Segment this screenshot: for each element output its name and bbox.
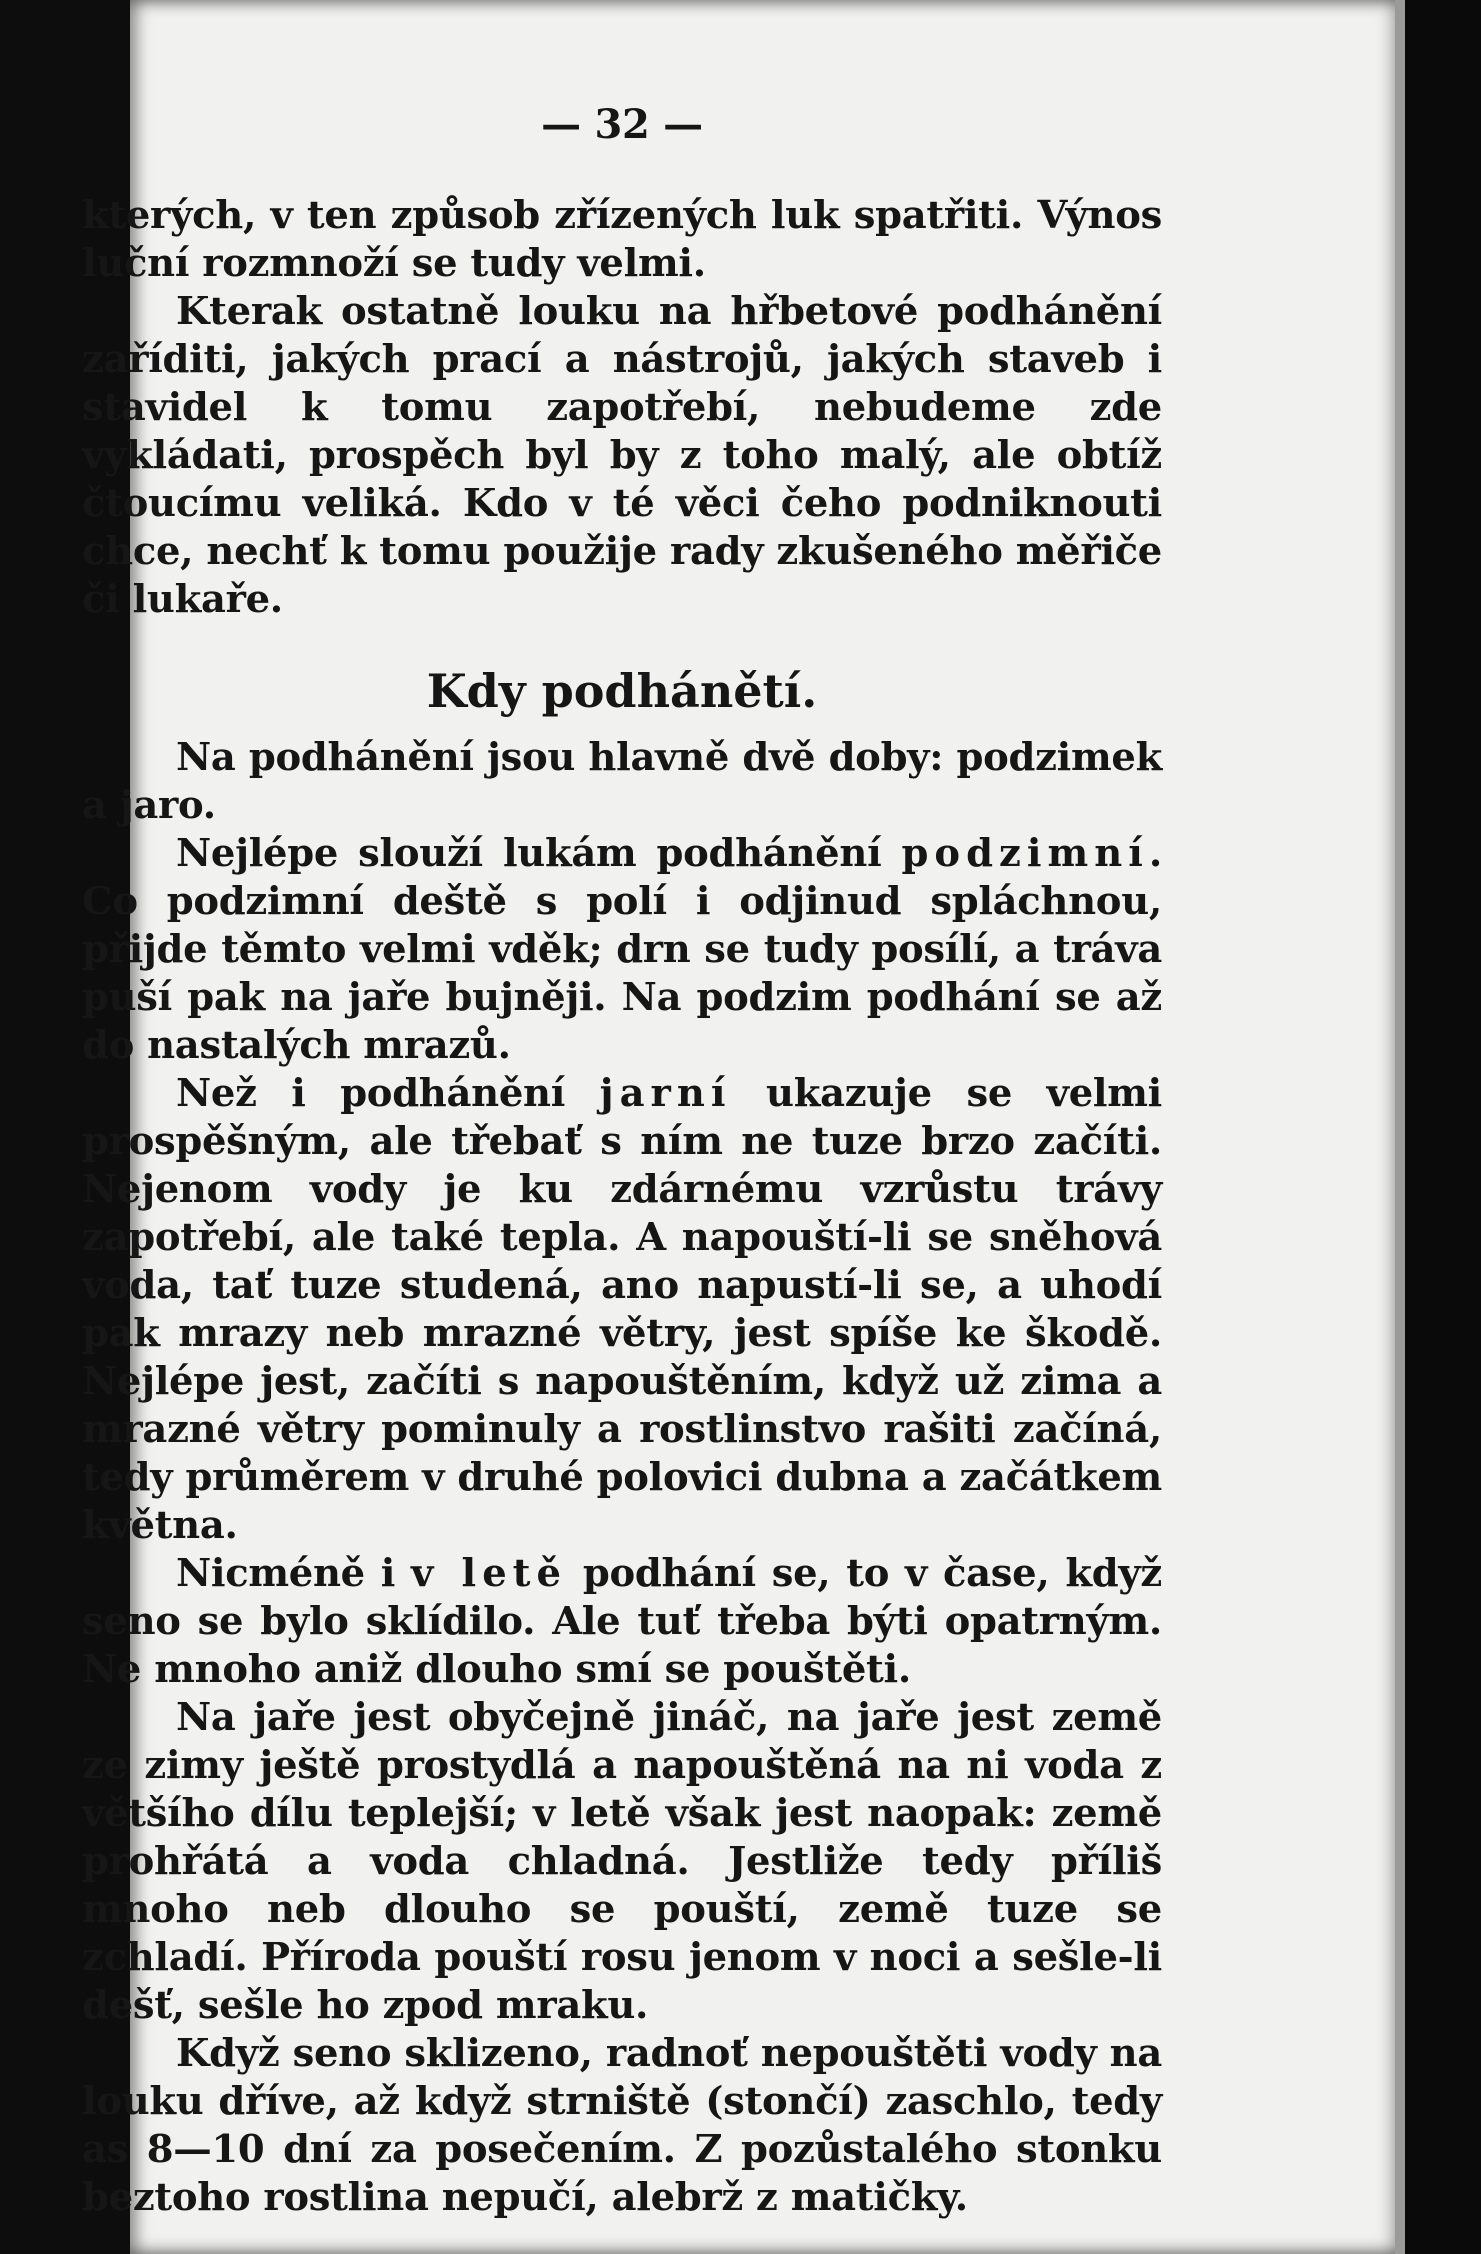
page-edge <box>1395 0 1405 2254</box>
paragraph-3: Na podhánění jsou hlavně dvě doby: podzimek a jaro. <box>82 735 1162 828</box>
paragraph-4-start: Nejlépe slouží lukám podhánění <box>176 831 902 876</box>
paragraph-6-start: Nicméně i <box>176 1551 411 1596</box>
paragraph-5 <box>82 1070 1162 1550</box>
paragraph-6 <box>82 1550 1162 1694</box>
paragraph-5-emphasis: jarní <box>599 1071 732 1116</box>
paragraph-2: Kterak ostatně louku na hřbetové podhánění zaříditi, jakých prací a nástrojů, jakých staveb i stavidel k tomu zapotřebí, nebudeme zde vykládati, prospěch byl by z toho malý, ale obtíž čtoucímu veliká. Kdo v té věci čeho podniknouti chce, nechť k tomu použije rady zkušeného měřiče či lukaře. <box>82 289 1162 622</box>
paragraph-7: Na jaře jest obyčejně jináč, na jaře jest země ze zimy ještě prostydlá a napouštěná na ni voda z většího dílu teplejší; v letě však jest naopak: země prohřátá a voda chladná. Jestliže tedy příliš mnoho neb dlouho se pouští, země tuze se zchladí. Příroda pouští rosu jenom v noci a sešle-li dešť, sešle ho zpod mraku. <box>82 1695 1162 2028</box>
paragraph-4-emphasis: podzimní <box>901 831 1149 876</box>
scan-border-right <box>1405 0 1481 2254</box>
paragraph-5-end: ukazuje se velmi prospěšným, ale třebať s ním ne tuze brzo začíti. Nejenom vody je ku zdárnému vzrůstu trávy zapotřebí, ale také tepla. A napouští-li se sněhová voda, tať tuze studená, ano napustí-li se, a uhodí pak mrazy neb mrazné větry, jest spíše ke škodě. Nejlépe jest, začíti s napouštěním, když už zima a mrazné větry pominuly a rostlinstvo rašiti začíná, tedy průměrem v druhé polovici dubna a začátkem května. <box>82 1071 1162 1548</box>
paragraph-6-emphasis: v letě <box>411 1551 567 1596</box>
paragraph-5-start: Než i podhánění <box>176 1071 600 1116</box>
paragraph-8: Když seno sklizeno, radnoť nepouštěti vody na louku dříve, až když strniště (stončí) zaschlo, tedy as 8—10 dní za posečením. Z pozůstalého stonku beztoho rostlina nepučí, alebrž z matičky. <box>82 2031 1162 2220</box>
paragraph-4-end: . Co podzimní deště s polí i odjinud spláchnou, přijde těmto velmi vděk; drn se tudy posílí, a tráva puší pak na jaře bujněji. Na podzim podhání se až do nastalých mrazů. <box>82 831 1162 1068</box>
paragraph-1: kterých, v ten způsob zřízených luk spatřiti. Výnos luční rozmnoží se tudy velmi. <box>82 193 1162 286</box>
paragraph-4 <box>82 830 1162 1070</box>
section-heading: Kdy podhánětí. <box>426 664 818 718</box>
page-number: — 32 — <box>541 101 703 148</box>
page-text <box>82 100 1162 2222</box>
paragraph-6-end: podhání se, to v čase, když seno se bylo sklídilo. Ale tuť třeba býti opatrným. Ne mnoho aniž dlouho smí se pouštěti. <box>82 1551 1162 1692</box>
